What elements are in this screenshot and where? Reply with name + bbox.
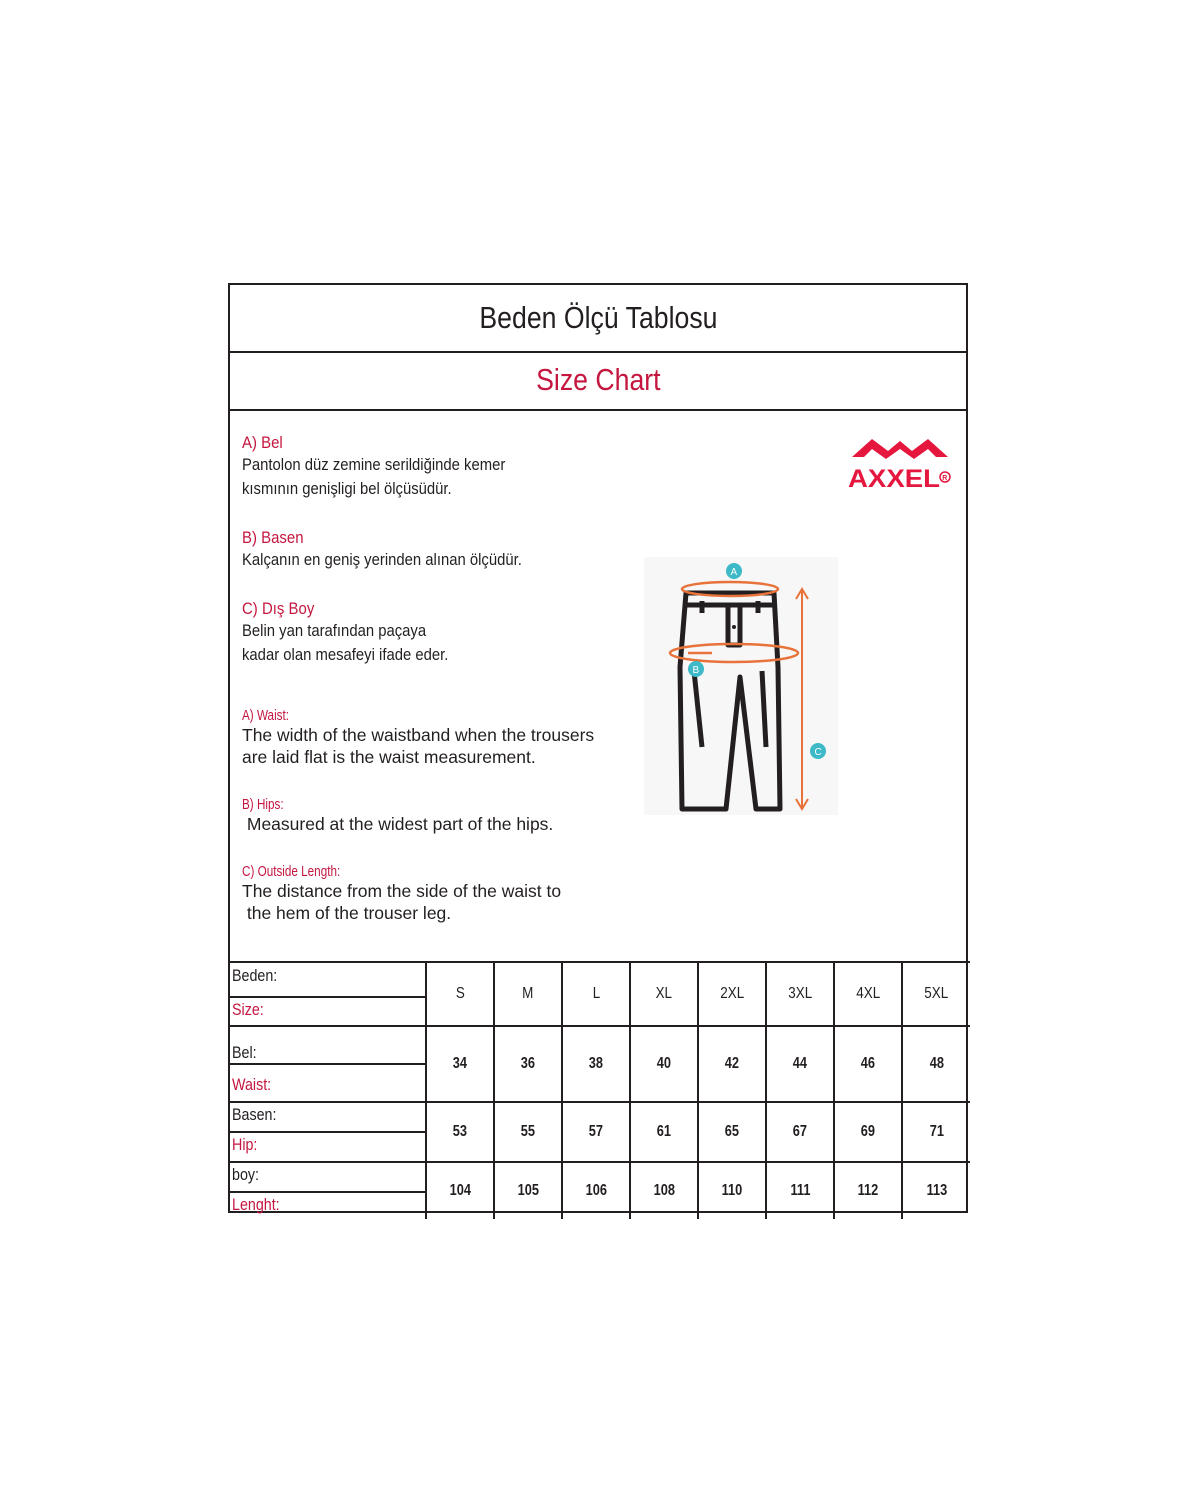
size-header-3xl: 3XL	[766, 962, 834, 1026]
table-row	[230, 1026, 970, 1102]
table-cell: 108	[630, 1162, 698, 1219]
svg-text:B: B	[692, 665, 700, 676]
table-cell: 53	[426, 1102, 494, 1162]
row-label-waist: Bel: Waist:	[230, 1026, 426, 1102]
marker-a	[726, 563, 742, 579]
size-table	[230, 961, 970, 1219]
table-cell: 42	[698, 1026, 766, 1102]
desc-en-hips: B) Hips: Measured at the widest part of the hips.	[242, 796, 554, 834]
table-cell: 65	[698, 1102, 766, 1162]
size-header-m: M	[494, 962, 562, 1026]
svg-text:AXXEL: AXXEL	[848, 465, 940, 493]
table-cell: 71	[902, 1102, 970, 1162]
table-cell: 34	[426, 1026, 494, 1102]
row-label-length: boy: Lenght:	[230, 1162, 426, 1219]
desc-tr-length: C) Dış Boy Belin yan tarafından paçaya kadar olan mesafeyi ifade eder.	[242, 599, 449, 664]
table-cell: 69	[834, 1102, 902, 1162]
marker-b	[688, 661, 704, 677]
desc-tr-waist: A) Bel Pantolon düz zemine serildiğinde kemer kısmının genişligi bel ölçüsüdür.	[242, 433, 506, 498]
page-subtitle: Size Chart	[230, 351, 966, 411]
table-cell: 110	[698, 1162, 766, 1219]
trousers-diagram	[644, 557, 838, 815]
size-label-cell: Beden: Size:	[230, 962, 426, 1026]
table-cell: 57	[562, 1102, 630, 1162]
table-cell: 113	[902, 1162, 970, 1219]
svg-text:R: R	[942, 475, 948, 482]
size-header-4xl: 4XL	[834, 962, 902, 1026]
row-label-hips: Basen: Hip:	[230, 1102, 426, 1162]
table-cell: 55	[494, 1102, 562, 1162]
table-cell: 106	[562, 1162, 630, 1219]
page-title: Beden Ölçü Tablosu	[230, 285, 966, 353]
table-cell: 112	[834, 1162, 902, 1219]
svg-text:A: A	[730, 567, 738, 578]
table-cell: 48	[902, 1026, 970, 1102]
table-cell: 40	[630, 1026, 698, 1102]
size-header-xl: XL	[630, 962, 698, 1026]
size-chart-frame	[228, 283, 968, 1213]
table-cell: 38	[562, 1026, 630, 1102]
table-cell: 36	[494, 1026, 562, 1102]
desc-tr-hips: B) Basen Kalçanın en geniş yerinden alınan ölçüdür.	[242, 528, 522, 569]
table-cell: 105	[494, 1162, 562, 1219]
table-header-row	[230, 962, 970, 1026]
size-header-2xl: 2XL	[698, 962, 766, 1026]
desc-en-length: C) Outside Length: The distance from the side of the waist to the hem of the trouser leg.	[242, 863, 562, 923]
svg-text:C: C	[814, 747, 822, 758]
table-cell: 104	[426, 1162, 494, 1219]
table-row	[230, 1102, 970, 1162]
size-header-5xl: 5XL	[902, 962, 970, 1026]
axxel-logo	[846, 427, 954, 493]
table-cell: 44	[766, 1026, 834, 1102]
size-header-s: S	[426, 962, 494, 1026]
table-cell: 61	[630, 1102, 698, 1162]
table-cell: 46	[834, 1026, 902, 1102]
table-cell: 111	[766, 1162, 834, 1219]
table-cell: 67	[766, 1102, 834, 1162]
table-row	[230, 1162, 970, 1219]
marker-c	[810, 743, 826, 759]
size-header-l: L	[562, 962, 630, 1026]
desc-en-waist: A) Waist: The width of the waistband when the trousers are laid flat is the waist measurement.	[242, 707, 595, 767]
